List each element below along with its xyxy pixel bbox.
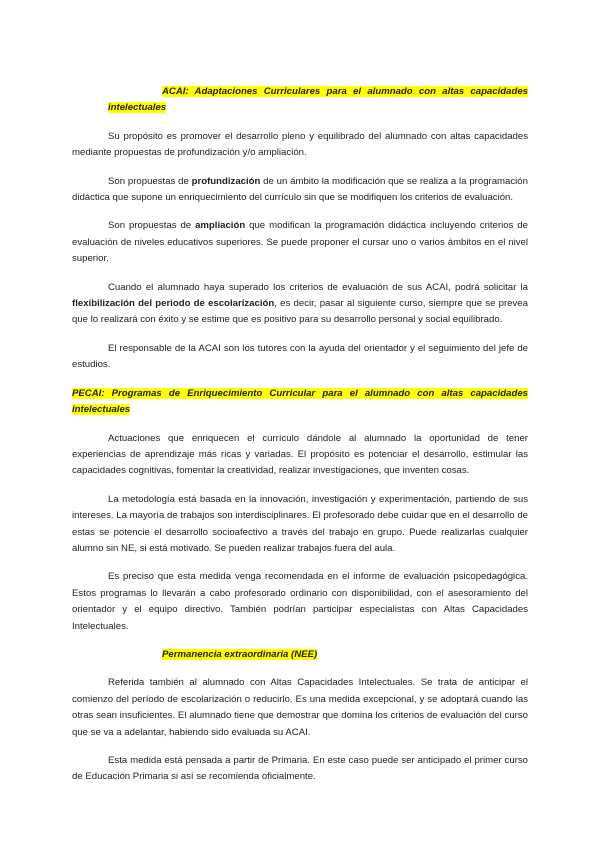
paragraph [72, 569, 528, 635]
text-run: El responsable de la ACAI son los tutores con la ayuda del orientador y el seguimiento del jefe de estudios. [72, 342, 528, 371]
text-run: Son propuestas de [108, 220, 196, 232]
text-run: que modifican la programación didáctica incluyendo criterios de evaluación de niveles educativos superiores. Se puede proponer el cursar uno o varios ámbitos en el nivel superior. [72, 220, 528, 265]
text-run: Cuando el alumnado haya superado los criterios de evaluación de sus ACAI, podrá solicitar la [108, 281, 528, 293]
heading-highlight: Permanencia extraordinaria (NEE) [162, 648, 318, 660]
text-run: Esta medida está pensada a partir de Primaria. En este caso puede ser anticipado el primer curso de Educación Primaria si así se recomienda oficialmente. [72, 755, 528, 783]
text-run: Es preciso que esta medida venga recomendada en el informe de evaluación psicopedagógica. Estos programas lo llevarán a cabo profesorado ordinario con disponibilidad, con el asesoramiento del orientador y el equipo directivo. También podrían participar especialistas con Altas Capacidades Intelectuales. [72, 571, 528, 632]
document-page [72, 84, 528, 798]
text-run: Referida también al alumnado con Altas Capacidades Intelectuales. Se trata de anticipar el comienzo del período de escolarización o reducirlo. Es una medida excepcional, y se adoptará cuando las otras sean insuficientes. El alumnado tiene que demostrar que domina los criterios de evaluación del curso que se va a adelantar, habiendo sido evaluada su ACAI. [72, 677, 528, 738]
bold-term: flexibilización del periodo de escolarización [72, 298, 275, 310]
bold-term: ampliación [195, 220, 246, 232]
paragraph [72, 753, 528, 786]
paragraph [72, 341, 528, 374]
paragraph [72, 129, 528, 162]
text-run: Actuaciones que enriquecen el currículo dándole al alumnado la oportunidad de tener experiencias de aprendizaje más ricas y variadas. El propósito es potenciar el desarrollo, estimular las capacidades cognitivas, fomentar la creatividad, realizar investigaciones, que inventen cosas. [72, 432, 528, 477]
section-heading-permanencia [72, 647, 528, 663]
paragraph [72, 280, 528, 329]
heading-highlight: PECAI: Programas de Enriquecimiento Curricular para el alumnado con altas capacidades intelectuales [72, 387, 528, 416]
text-run: Su propósito es promover el desarrollo pleno y equilibrado del alumnado con altas capacidades mediante propuestas de profundización y/o ampliación. [72, 130, 528, 159]
section-heading-pecai [72, 386, 528, 419]
paragraph [72, 492, 528, 558]
heading-highlight: ACAI: Adaptaciones Curriculares para el alumnado con altas capacidades intelectuales [108, 86, 528, 114]
paragraph [72, 218, 528, 267]
text-run: de un ámbito la modificación que se realiza a la programación didáctica que supone un enriquecimiento del currículo sin que se modifiquen los criterios de evaluación. [72, 175, 528, 204]
paragraph [72, 675, 528, 741]
text-run: Son propuestas de [108, 175, 192, 187]
bold-term: profundización [191, 175, 261, 187]
text-run: , es decir, pasar al siguiente curso, siempre que se prevea que lo realizará con éxito y se estime que es positivo para su desarrollo personal y social equilibrado. [72, 298, 528, 326]
paragraph [72, 174, 528, 207]
section-heading-acai [72, 84, 528, 117]
text-run: La metodología está basada en la innovación, investigación y experimentación, partiendo de sus intereses. La mayoría de trabajos son interdisciplinares. El profesorado debe cuidar que en el desarrollo de estas se potencie el desarrollo socioafectivo a través del trabajo en grupo. Puede realizarlas cualquier alumno sin NE, si está motivado. Se pueden realizar trabajos fuera del aula. [72, 493, 528, 554]
paragraph [72, 431, 528, 480]
